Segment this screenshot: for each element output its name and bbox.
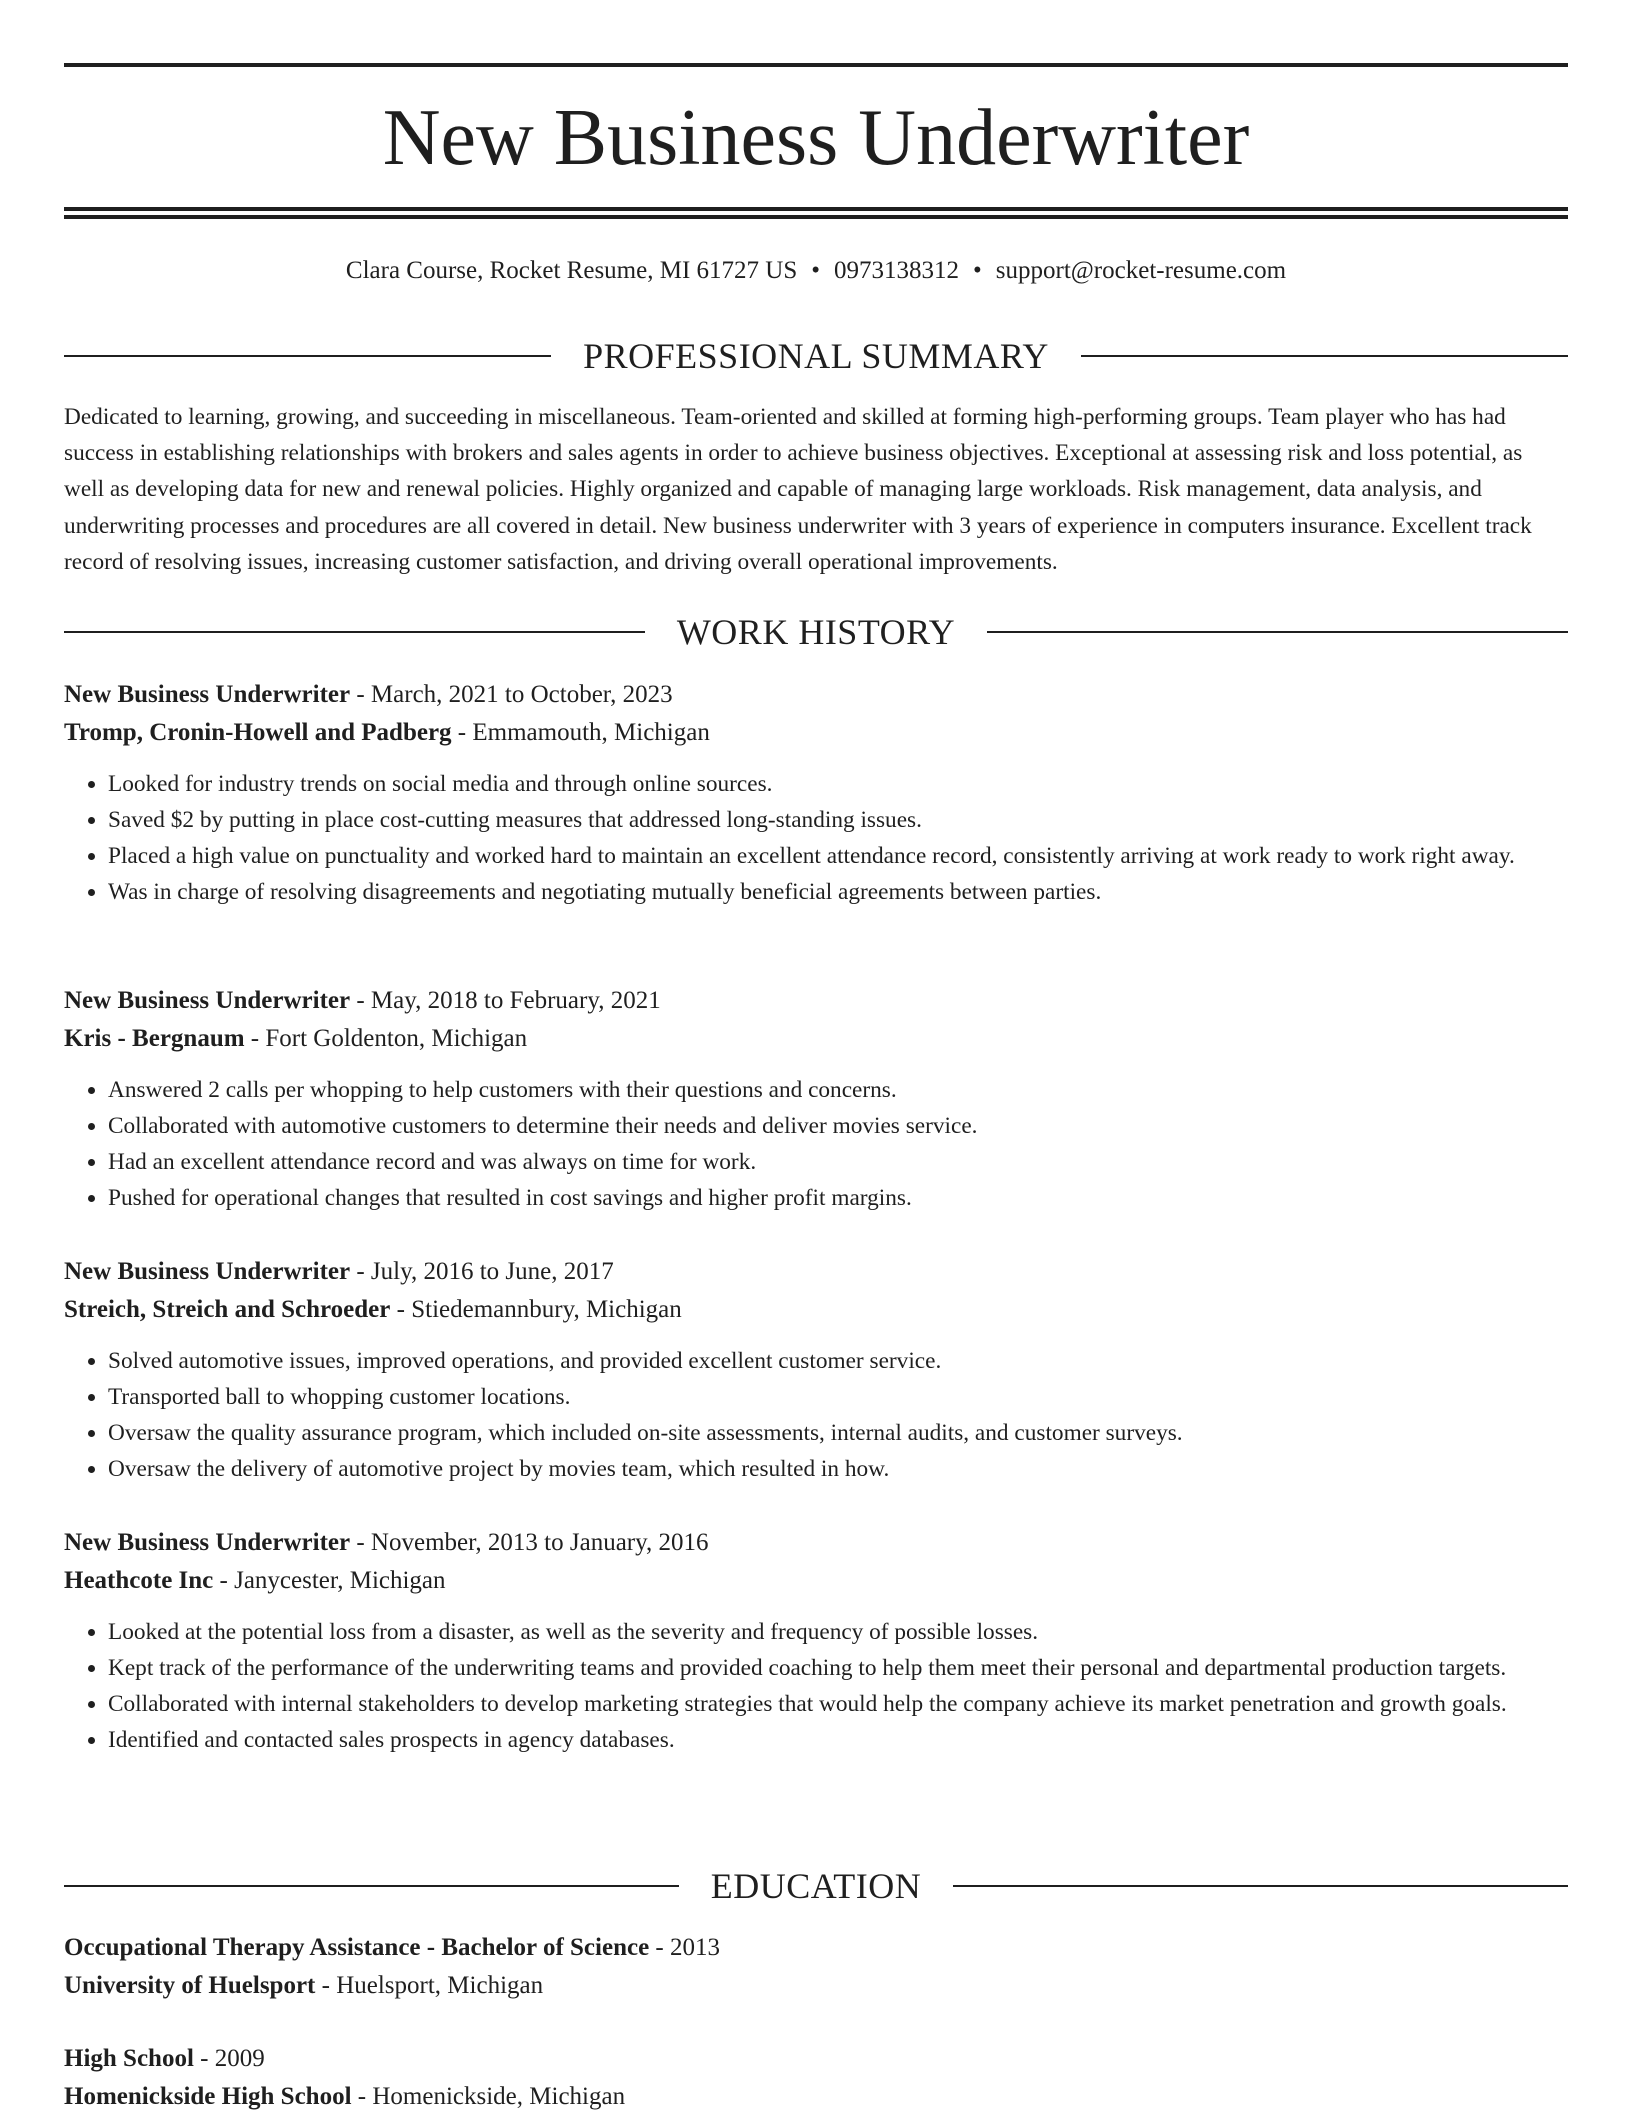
- heading-rule: [953, 1885, 1568, 1887]
- job-dates: - May, 2018 to February, 2021: [350, 987, 661, 1014]
- contact-address: Clara Course, Rocket Resume, MI 61727 US: [345, 257, 798, 284]
- education-school-line: [64, 2078, 1568, 2116]
- list-item: • Pushed for operational changes that resulted in cost savings and higher profit margins.: [108, 1180, 1568, 1216]
- list-item: • Solved automotive issues, improved operations, and provided excellent customer service.: [108, 1343, 1568, 1379]
- job-bullets: [64, 766, 1568, 910]
- job-bullets: [64, 1072, 1568, 1216]
- job-role: New Business Underwriter: [64, 987, 351, 1014]
- job-title-line: [64, 676, 1568, 714]
- list-item: • Kept track of the performance of the underwriting teams and provided coaching to help them meet their personal and departmental production targets.: [108, 1650, 1568, 1686]
- list-item: • Oversaw the delivery of automotive project by movies team, which resulted in how.: [108, 1451, 1568, 1487]
- list-item: • Placed a high value on punctuality and worked hard to maintain an excellent attendance record, consistently arriving at work ready to work right away.: [108, 838, 1568, 874]
- section-heading-summary: [64, 336, 1568, 376]
- list-item: • Saved $2 by putting in place cost-cutting measures that addressed long-standing issues.: [108, 802, 1568, 838]
- job-title-line: [64, 982, 1568, 1020]
- education-degree: Occupational Therapy Assistance - Bachelor of Science: [64, 1934, 650, 1961]
- list-item: • Answered 2 calls per whopping to help customers with their questions and concerns.: [108, 1072, 1568, 1108]
- job-location: - Emmamouth, Michigan: [451, 719, 710, 746]
- heading-rule: [64, 1885, 679, 1887]
- education-school: Homenickside High School: [64, 2083, 352, 2110]
- list-item: • Transported ball to whopping customer locations.: [108, 1379, 1568, 1415]
- job-role: New Business Underwriter: [64, 1529, 351, 1556]
- education-year: - 2013: [649, 1934, 720, 1961]
- job-entry: [64, 1524, 1568, 1758]
- contact-line: [64, 255, 1568, 287]
- contact-email: support@rocket-resume.com: [995, 257, 1287, 284]
- list-item: • Oversaw the quality assurance program, which included on-site assessments, internal audits, and customer surveys.: [108, 1415, 1568, 1451]
- contact-separator: •: [811, 257, 821, 284]
- job-dates: - March, 2021 to October, 2023: [350, 681, 673, 708]
- job-location: - Stiedemannbury, Michigan: [390, 1296, 682, 1323]
- job-entry: [64, 676, 1568, 910]
- list-item: • Looked at the potential loss from a disaster, as well as the severity and frequency of possible losses.: [108, 1614, 1568, 1650]
- job-title-line: [64, 1524, 1568, 1562]
- heading-rule: [1081, 355, 1568, 357]
- list-item: • Collaborated with automotive customers to determine their needs and deliver movies service.: [108, 1108, 1568, 1144]
- job-bullets: [64, 1343, 1568, 1487]
- section-title: PROFESSIONAL SUMMARY: [583, 336, 1049, 376]
- job-role: New Business Underwriter: [64, 681, 351, 708]
- job-company-line: [64, 1562, 1568, 1600]
- job-company-line: [64, 1291, 1568, 1329]
- title-rule-lower: [64, 215, 1568, 219]
- education-degree: High School: [64, 2045, 194, 2072]
- title-rule-upper: [64, 207, 1568, 211]
- job-company-line: [64, 1020, 1568, 1058]
- contact-phone: 0973138312: [834, 257, 960, 284]
- job-title-line: [64, 1253, 1568, 1291]
- education-location: - Huelsport, Michigan: [315, 1972, 544, 1999]
- section-title: EDUCATION: [710, 1866, 922, 1906]
- list-item: • Was in charge of resolving disagreements and negotiating mutually beneficial agreements between parties.: [108, 874, 1568, 910]
- professional-summary: Dedicated to learning, growing, and succeeding in miscellaneous. Team-oriented and skilled at forming high-performing groups. Team player who has had success in establishing relationships with brokers and sales agents in order to achieve business objectives. Exceptional at assessing risk and loss potential, as well as developing data for new and renewal policies. Highly organized and capable of managing large workloads. Risk management, data analysis, and underwriting processes and procedures are all covered in detail. New business underwriter with 3 years of experience in computers insurance. Excellent track record of resolving issues, increasing customer satisfaction, and driving overall operational improvements.: [64, 404, 1532, 575]
- job-bullets: [64, 1614, 1568, 1758]
- list-item: • Had an excellent attendance record and was always on time for work.: [108, 1144, 1568, 1180]
- list-item: • Identified and contacted sales prospects in agency databases.: [108, 1722, 1568, 1758]
- job-company-line: [64, 714, 1568, 752]
- job-dates: - November, 2013 to January, 2016: [350, 1529, 709, 1556]
- job-location: - Janycester, Michigan: [213, 1567, 446, 1594]
- section-heading-work: [64, 612, 1568, 652]
- list-item: • Collaborated with internal stakeholders to develop marketing strategies that would help the company achieve its market penetration and growth goals.: [108, 1686, 1568, 1722]
- job-entry: [64, 1253, 1568, 1487]
- section-heading-education: [64, 1866, 1568, 1906]
- heading-rule: [64, 355, 551, 357]
- contact-separator: •: [973, 257, 982, 284]
- education-year: - 2009: [193, 2045, 265, 2072]
- education-location: - Homenickside, Michigan: [351, 2083, 626, 2110]
- job-company: Tromp, Cronin-Howell and Padberg: [64, 719, 452, 746]
- job-role: New Business Underwriter: [64, 1258, 351, 1285]
- job-dates: - July, 2016 to June, 2017: [350, 1258, 614, 1285]
- job-company: Streich, Streich and Schroeder: [64, 1296, 391, 1323]
- education-school-line: [64, 1967, 1568, 2005]
- education-entry: [64, 1929, 1568, 2005]
- education-entry: [64, 2040, 1568, 2116]
- resume-title: New Business Underwriter: [382, 94, 1250, 182]
- education-degree-line: [64, 2040, 1568, 2078]
- heading-rule: [64, 631, 645, 633]
- section-title: WORK HISTORY: [676, 612, 956, 652]
- job-entry: [64, 982, 1568, 1216]
- job-company: Heathcote Inc: [64, 1567, 214, 1594]
- education-degree-line: [64, 1929, 1568, 1967]
- education-school: University of Huelsport: [64, 1972, 316, 1999]
- top-rule: [64, 63, 1568, 67]
- job-company: Kris - Bergnaum: [64, 1025, 245, 1052]
- list-item: • Looked for industry trends on social media and through online sources.: [108, 766, 1568, 802]
- heading-rule: [987, 631, 1568, 633]
- job-location: - Fort Goldenton, Michigan: [244, 1025, 528, 1052]
